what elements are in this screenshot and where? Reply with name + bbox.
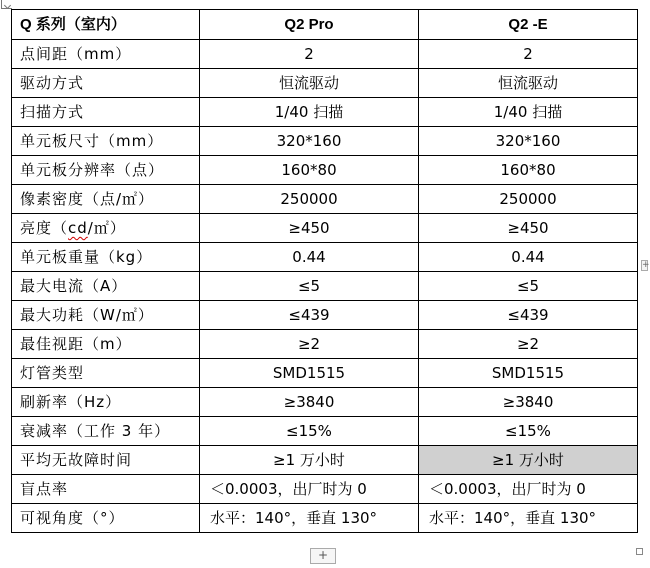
cell-q2-pro[interactable]: ≥1 万小时: [200, 446, 419, 475]
header-series-label[interactable]: Q 系列（室内）: [12, 10, 200, 40]
table-row: [12, 214, 638, 243]
spec-table[interactable]: [11, 9, 638, 533]
row-label-decay-rate[interactable]: 衰减率（工作 3 年）: [12, 417, 200, 446]
table-header-row: [12, 10, 638, 40]
cell-q2-e[interactable]: 恒流驱动: [419, 69, 638, 98]
row-label-scan-mode[interactable]: 扫描方式: [12, 98, 200, 127]
table-row: [12, 475, 638, 504]
table-row: [12, 127, 638, 156]
brightness-label-prefix: 亮度（: [20, 219, 69, 237]
cell-q2-pro[interactable]: ≥450: [200, 214, 419, 243]
row-label-dead-pixel-rate[interactable]: 盲点率: [12, 475, 200, 504]
table-row: [12, 156, 638, 185]
cell-q2-e[interactable]: 2: [419, 40, 638, 69]
row-label-viewing-angle[interactable]: 可视角度（°）: [12, 504, 200, 533]
spellcheck-flagged-unit: cd: [68, 219, 88, 237]
cell-q2-pro[interactable]: 1/40 扫描: [200, 98, 419, 127]
cell-q2-e[interactable]: ≥2: [419, 330, 638, 359]
row-label-module-size[interactable]: 单元板尺寸（mm）: [12, 127, 200, 156]
row-label-viewing-distance[interactable]: 最佳视距（m）: [12, 330, 200, 359]
table-row: [12, 330, 638, 359]
cell-q2-e-selected[interactable]: ≥1 万小时: [419, 446, 638, 475]
cell-q2-e[interactable]: 1/40 扫描: [419, 98, 638, 127]
row-label-brightness[interactable]: [12, 214, 200, 243]
cell-q2-e[interactable]: ≥3840: [419, 388, 638, 417]
row-label-pixel-density[interactable]: 像素密度（点/㎡）: [12, 185, 200, 214]
row-label-module-resolution[interactable]: 单元板分辨率（点）: [12, 156, 200, 185]
cell-q2-pro[interactable]: 250000: [200, 185, 419, 214]
table-resize-handle[interactable]: [636, 548, 643, 555]
cell-q2-e[interactable]: 水平：140°，垂直 130°: [419, 504, 638, 533]
cell-q2-pro[interactable]: ≤15%: [200, 417, 419, 446]
brightness-label-suffix: /㎡）: [87, 219, 126, 237]
cell-q2-pro[interactable]: 160*80: [200, 156, 419, 185]
cell-q2-pro[interactable]: ≥2: [200, 330, 419, 359]
cell-q2-e[interactable]: ≤439: [419, 301, 638, 330]
row-label-module-weight[interactable]: 单元板重量（kg）: [12, 243, 200, 272]
row-label-led-type[interactable]: 灯管类型: [12, 359, 200, 388]
cell-q2-e[interactable]: 0.44: [419, 243, 638, 272]
table-row: [12, 272, 638, 301]
cell-q2-pro[interactable]: ＜0.0003，出厂时为 0: [200, 475, 419, 504]
table-row: [12, 388, 638, 417]
table-row: [12, 301, 638, 330]
cell-q2-pro[interactable]: 2: [200, 40, 419, 69]
row-label-refresh-rate[interactable]: 刷新率（Hz）: [12, 388, 200, 417]
cell-q2-e[interactable]: ≥450: [419, 214, 638, 243]
header-model-q2-e[interactable]: Q2 -E: [419, 10, 638, 40]
table-side-insert-icon[interactable]: +: [642, 260, 650, 270]
cell-q2-e[interactable]: 320*160: [419, 127, 638, 156]
row-label-pitch[interactable]: 点间距（mm）: [12, 40, 200, 69]
header-model-q2-pro[interactable]: Q2 Pro: [200, 10, 419, 40]
cell-q2-e[interactable]: ≤5: [419, 272, 638, 301]
cell-q2-pro[interactable]: 恒流驱动: [200, 69, 419, 98]
row-label-max-current[interactable]: 最大电流（A）: [12, 272, 200, 301]
row-label-mtbf[interactable]: 平均无故障时间: [12, 446, 200, 475]
table-row: [12, 243, 638, 272]
cell-q2-pro[interactable]: ≤439: [200, 301, 419, 330]
add-row-button[interactable]: +: [310, 548, 336, 564]
cell-q2-e[interactable]: 250000: [419, 185, 638, 214]
cell-q2-pro[interactable]: ≤5: [200, 272, 419, 301]
table-row: [12, 40, 638, 69]
table-row: [12, 417, 638, 446]
row-label-max-power[interactable]: 最大功耗（W/㎡）: [12, 301, 200, 330]
cell-q2-e[interactable]: SMD1515: [419, 359, 638, 388]
table-row: [12, 185, 638, 214]
cell-q2-e[interactable]: 160*80: [419, 156, 638, 185]
cell-q2-pro[interactable]: ≥3840: [200, 388, 419, 417]
cell-q2-pro[interactable]: SMD1515: [200, 359, 419, 388]
cell-q2-pro[interactable]: 水平：140°，垂直 130°: [200, 504, 419, 533]
table-row: [12, 359, 638, 388]
cell-q2-e[interactable]: ＜0.0003，出厂时为 0: [419, 475, 638, 504]
table-corner-marker-icon: [1, 0, 12, 9]
cell-q2-e[interactable]: ≤15%: [419, 417, 638, 446]
table-row: [12, 446, 638, 475]
cell-q2-pro[interactable]: 0.44: [200, 243, 419, 272]
table-row: [12, 504, 638, 533]
cell-q2-pro[interactable]: 320*160: [200, 127, 419, 156]
table-row: [12, 69, 638, 98]
table-row: [12, 98, 638, 127]
row-label-drive-mode[interactable]: 驱动方式: [12, 69, 200, 98]
